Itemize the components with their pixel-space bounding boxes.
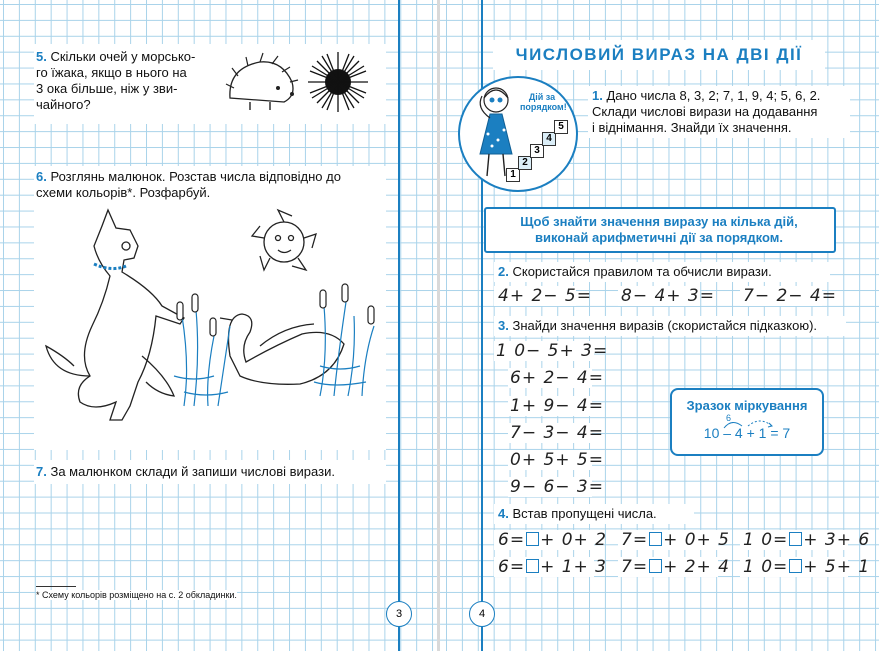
- task-number: 6.: [36, 169, 47, 184]
- expression-right: + 3+ 6: [803, 530, 871, 550]
- expression-left: 1 0=: [743, 530, 789, 550]
- fill-in-expression: [494, 557, 607, 577]
- expression-left: 1 0=: [743, 557, 789, 577]
- handwritten-expression: 7− 2− 4=: [743, 286, 837, 306]
- sample-expression: 10 – 4 + 1 = 7: [703, 425, 791, 441]
- fox-sun-swan-coloring-illustration: [34, 206, 386, 446]
- task-text-line: Розглянь малюнок. Розстав числа відповідно до: [50, 169, 341, 184]
- page-number: 3: [386, 601, 412, 627]
- expression-right: + 5+ 1: [803, 557, 871, 577]
- task-6: [34, 166, 386, 450]
- expression-right: + 2+ 4: [663, 557, 730, 577]
- fill-in-expression: [740, 530, 871, 550]
- answer-box[interactable]: [526, 559, 539, 573]
- margin-line: [398, 0, 400, 651]
- expression-left: 6=: [498, 530, 526, 550]
- handwritten-expression: 4+ 2− 5=: [498, 286, 592, 306]
- task-2-header: [494, 262, 830, 282]
- handwritten-expression: 1+ 9− 4=: [510, 396, 604, 416]
- task-1: [588, 86, 850, 138]
- expression-cell: [494, 286, 592, 306]
- task-number: 2.: [498, 264, 509, 279]
- sun-illustration: [252, 210, 316, 270]
- step-3: 3: [530, 144, 544, 158]
- fill-in-expression: [494, 530, 607, 550]
- answer-box[interactable]: [789, 532, 802, 546]
- expression-left: 6=: [498, 557, 526, 577]
- lesson-title: ЧИСЛОВИЙ ВИРАЗ НА ДВІ ДІЇ: [493, 40, 825, 70]
- task-text-line: чайного?: [36, 97, 91, 112]
- footnote-separator: [36, 586, 76, 587]
- answer-box[interactable]: [649, 559, 662, 573]
- sample-reasoning-box: [670, 388, 824, 456]
- footnote: * Схему кольорів розміщено на с. 2 обкладинки.: [36, 590, 237, 600]
- task-text-line: го їжака, якщо в нього на: [36, 65, 187, 80]
- handwritten-expression: 0+ 5+ 5=: [510, 450, 604, 470]
- task-number: 1.: [592, 88, 603, 103]
- expression-left: 7=: [621, 530, 649, 550]
- task-number: 4.: [498, 506, 509, 521]
- rule-text: [494, 214, 824, 246]
- expression-right: + 0+ 5: [663, 530, 730, 550]
- expression-cell: [618, 286, 715, 306]
- expression-cell: [494, 341, 609, 361]
- expression-cell: [508, 423, 604, 443]
- expression-cell: [740, 286, 837, 306]
- handwritten-expression: 8− 4+ 3=: [621, 286, 715, 306]
- handwritten-expression: 1 0− 5+ 3=: [496, 341, 609, 361]
- expression-cell: [508, 396, 604, 416]
- page-number: 4: [469, 601, 495, 627]
- handwritten-expression: 6+ 2− 4=: [510, 368, 604, 388]
- task-number: 3.: [498, 318, 509, 333]
- task-text-line: Скільки очей у морсько-: [50, 49, 196, 64]
- rule-line: виконай арифметичні дії за порядком.: [535, 230, 783, 245]
- left-page: [0, 0, 437, 651]
- fill-in-expression: [740, 557, 871, 577]
- hint-line: Дій за: [528, 92, 556, 102]
- sea-urchin-illustration: [308, 52, 368, 112]
- expression-cell: [508, 450, 604, 470]
- step-2: 2: [518, 156, 532, 170]
- task-text-line: і віднімання. Знайди їх значення.: [592, 120, 792, 135]
- sample-title: Зразок міркування: [686, 398, 808, 413]
- answer-box[interactable]: [649, 532, 662, 546]
- step-5: 5: [554, 120, 568, 134]
- expression-left: 7=: [621, 557, 649, 577]
- reeds-illustration: [174, 302, 374, 406]
- rule-box: [484, 207, 836, 253]
- task-4-header: [494, 504, 694, 524]
- hint-speech-bubble: [520, 92, 567, 112]
- task-text: Встав пропущені числа.: [512, 506, 657, 521]
- sample-intermediate-value: 6: [726, 413, 732, 423]
- task-3-header: [494, 316, 846, 336]
- task-text: Скористайся правилом та обчисли вирази.: [512, 264, 772, 279]
- task-number: 7.: [36, 464, 47, 479]
- handwritten-expression: 9− 6− 3=: [510, 477, 604, 497]
- task-text-line: Дано числа 8, 3, 2; 7, 1, 9, 4; 5, 6, 2.: [606, 88, 821, 103]
- hedgehog-illustration: [226, 53, 298, 110]
- fill-in-expression: [618, 557, 730, 577]
- answer-box[interactable]: [789, 559, 802, 573]
- step-1: 1: [506, 168, 520, 182]
- task-5: [34, 44, 386, 124]
- handwritten-expression: 7− 3− 4=: [510, 423, 604, 443]
- hint-line: порядком!: [520, 102, 567, 112]
- expression-cell: [508, 368, 604, 388]
- task-number: 5.: [36, 49, 47, 64]
- task-text-line: 3 ока більше, ніж у зви-: [36, 81, 178, 96]
- answer-box[interactable]: [526, 532, 539, 546]
- hint-bubble: [458, 76, 578, 192]
- fox-illustration: [46, 210, 184, 420]
- hedgehog-and-sea-urchin-illustration: [220, 48, 380, 118]
- task-text-line: схеми кольорів*. Розфарбуй.: [36, 185, 211, 200]
- expression-right: + 0+ 2: [540, 530, 607, 550]
- expression-right: + 1+ 3: [540, 557, 607, 577]
- task-text-line: Склади числові вирази на додавання: [592, 104, 818, 119]
- fill-in-expression: [618, 530, 730, 550]
- step-4: 4: [542, 132, 556, 146]
- task-text: Знайди значення виразів (скористайся підказкою).: [512, 318, 818, 333]
- expression-cell: [508, 477, 604, 497]
- rule-line: Щоб знайти значення виразу на кілька дій,: [520, 214, 798, 229]
- task-7: [34, 460, 386, 484]
- task-text: За малюнком склади й запиши числові вирази.: [50, 464, 335, 479]
